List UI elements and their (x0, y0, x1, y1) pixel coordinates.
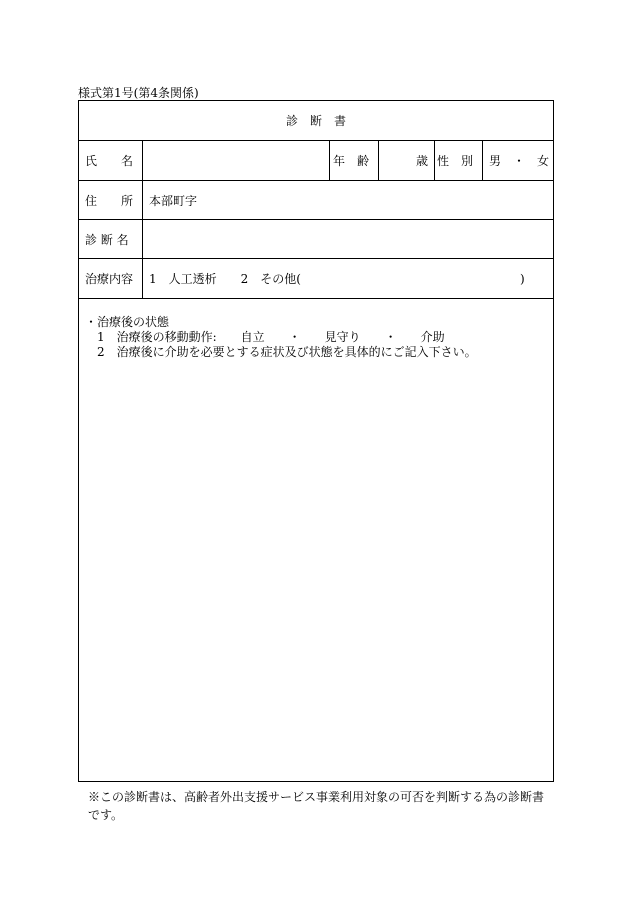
post-treatment-heading: ・治療後の状態 (85, 315, 170, 329)
form-title: 診 断 書 (285, 114, 346, 128)
sex-label: 性 別 (437, 154, 474, 168)
diagnosis-field[interactable] (143, 220, 554, 258)
footnote: ※この診断書は、高齢者外出支援サービス事業利用対象の可否を判断する為の診断書です。 (88, 790, 545, 822)
mobility-item[interactable]: 1 治療後の移動動作: 自立 ・ 見守り ・ 介助 (97, 330, 445, 344)
divider (79, 298, 553, 299)
divider (434, 140, 435, 180)
age-field[interactable] (379, 141, 419, 180)
treatment-options[interactable]: 1 人工透析 2 その他( (149, 272, 301, 286)
age-unit: 歳 (416, 154, 429, 168)
divider (79, 258, 553, 259)
address-field[interactable]: 本部町字 (149, 194, 198, 208)
divider (482, 140, 483, 180)
diagnosis-label: 診 断 名 (85, 233, 129, 247)
form-code: 様式第1号(第4条関係) (78, 86, 199, 100)
address-label: 住 所 (85, 194, 134, 208)
treatment-close-paren: ) (520, 272, 525, 286)
diagnosis-form (78, 100, 554, 782)
sex-options[interactable]: 男 ・ 女 (489, 154, 550, 168)
age-label: 年 齢 (333, 154, 370, 168)
name-label: 氏 名 (85, 154, 134, 168)
divider (79, 180, 553, 181)
treatment-label: 治療内容 (85, 272, 134, 286)
name-field[interactable] (143, 141, 329, 180)
assistance-item: 2 治療後に介助を必要とする症状及び状態を具体的にご記入下さい。 (97, 345, 477, 359)
post-treatment-section (85, 315, 477, 360)
divider (329, 140, 330, 180)
